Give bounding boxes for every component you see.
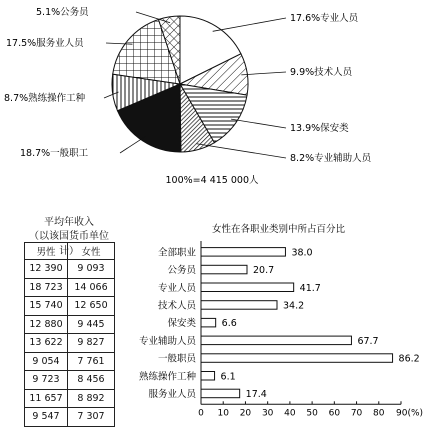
table-row bbox=[25, 297, 115, 316]
bar-value-label: 34.2 bbox=[283, 300, 305, 312]
male-income-cell: 11 657 bbox=[25, 389, 68, 408]
bar bbox=[201, 301, 277, 310]
bar-value-label: 38.0 bbox=[291, 247, 313, 259]
table-row bbox=[25, 260, 115, 279]
male-income-cell: 12 880 bbox=[25, 315, 68, 334]
pie-leader-line bbox=[231, 119, 286, 128]
female-income-cell: 7 761 bbox=[68, 352, 115, 371]
pie-leader-line bbox=[197, 144, 286, 158]
category-label: 专业辅助人员 bbox=[138, 335, 196, 347]
x-tick-label: 0 bbox=[198, 408, 204, 419]
female-income-cell: 9 093 bbox=[68, 260, 115, 279]
female-income-cell: 12 650 bbox=[68, 297, 115, 316]
category-label: 一般职员 bbox=[157, 353, 196, 365]
x-tick-label: 30 bbox=[261, 408, 274, 419]
income-table bbox=[24, 242, 115, 427]
pie-total-label: 100%=4 415 000人 bbox=[165, 175, 259, 186]
table-row bbox=[25, 371, 115, 390]
pie-slice-label: 18.7%一般职工 bbox=[20, 148, 89, 159]
bar bbox=[201, 354, 393, 363]
pie-leader-line bbox=[120, 136, 146, 153]
table-row bbox=[25, 278, 115, 297]
bar-chart bbox=[139, 241, 423, 418]
male-income-cell: 9 723 bbox=[25, 371, 68, 390]
income-title-line1: 平均年收入 bbox=[44, 217, 94, 228]
bar-value-label: 67.7 bbox=[357, 335, 379, 347]
income-title-line2: （以该国货币单位计） bbox=[29, 231, 109, 257]
category-label: 服务业人员 bbox=[148, 388, 196, 400]
bar-value-label: 6.6 bbox=[221, 318, 237, 330]
bar bbox=[201, 283, 294, 292]
category-label: 技术人员 bbox=[157, 300, 196, 312]
table-row bbox=[25, 315, 115, 334]
male-income-cell: 13 622 bbox=[25, 334, 68, 353]
bar-value-label: 6.1 bbox=[220, 371, 236, 383]
male-income-cell: 9 547 bbox=[25, 408, 68, 427]
female-income-cell: 9 827 bbox=[68, 334, 115, 353]
female-income-cell: 14 066 bbox=[68, 278, 115, 297]
male-income-cell: 12 390 bbox=[25, 260, 68, 279]
category-label: 熟练操作工种 bbox=[138, 371, 196, 383]
x-tick-label: 60 bbox=[328, 408, 341, 419]
bar-value-label: 86.2 bbox=[398, 353, 420, 365]
pie-leader-line bbox=[213, 18, 286, 31]
pie-slice-label: 8.2%专业辅助人员 bbox=[290, 153, 372, 164]
category-label: 保安类 bbox=[167, 318, 196, 330]
pie-slice-label: 5.1%公务员 bbox=[36, 7, 89, 18]
bar bbox=[201, 248, 285, 257]
male-income-cell: 9 054 bbox=[25, 352, 68, 371]
pie-slice-label: 17.5%服务业人员 bbox=[6, 38, 84, 49]
table-row bbox=[25, 408, 115, 427]
female-income-cell: 9 445 bbox=[68, 315, 115, 334]
category-label: 全部职业 bbox=[157, 247, 196, 259]
x-tick-label: 20 bbox=[239, 408, 252, 419]
pie-slice-label: 17.6%专业人员 bbox=[290, 13, 359, 24]
category-label: 专业人员 bbox=[157, 282, 196, 294]
bar-value-label: 17.4 bbox=[245, 388, 267, 400]
pie-slice-label: 9.9%技术人员 bbox=[290, 67, 353, 78]
female-income-cell: 8 456 bbox=[68, 371, 115, 390]
column-header-female: 女性 bbox=[68, 243, 115, 260]
x-tick-label: 80 bbox=[373, 408, 385, 419]
table-row bbox=[25, 389, 115, 408]
pie-slice-label: 13.9%保安类 bbox=[290, 123, 349, 134]
x-tick-label: 90(%) bbox=[396, 408, 424, 419]
bar-value-label: 41.7 bbox=[299, 282, 321, 294]
x-tick-label: 50 bbox=[306, 408, 318, 419]
bar bbox=[201, 389, 240, 398]
female-income-cell: 7 307 bbox=[68, 408, 115, 427]
table-row bbox=[25, 334, 115, 353]
x-tick-label: 70 bbox=[350, 408, 363, 419]
bar bbox=[201, 336, 351, 345]
pie-chart bbox=[112, 16, 248, 152]
table-row bbox=[25, 352, 115, 371]
bar-chart-title: 女性在各职业类别中所占百分比 bbox=[212, 224, 346, 235]
male-income-cell: 15 740 bbox=[25, 297, 68, 316]
x-tick-label: 40 bbox=[284, 408, 296, 419]
income-table-body bbox=[25, 260, 115, 427]
x-tick-label: 10 bbox=[217, 408, 229, 419]
pie-leader-line bbox=[241, 72, 286, 75]
bar-value-label: 20.7 bbox=[253, 265, 275, 277]
pie-slice-label: 8.7%熟练操作工种 bbox=[4, 93, 86, 104]
column-header-male: 男性 bbox=[25, 243, 68, 260]
male-income-cell: 18 723 bbox=[25, 278, 68, 297]
bar bbox=[201, 265, 247, 274]
female-income-cell: 8 892 bbox=[68, 389, 115, 408]
bar bbox=[201, 318, 216, 327]
category-label: 公务员 bbox=[167, 265, 196, 277]
bar bbox=[201, 372, 215, 381]
